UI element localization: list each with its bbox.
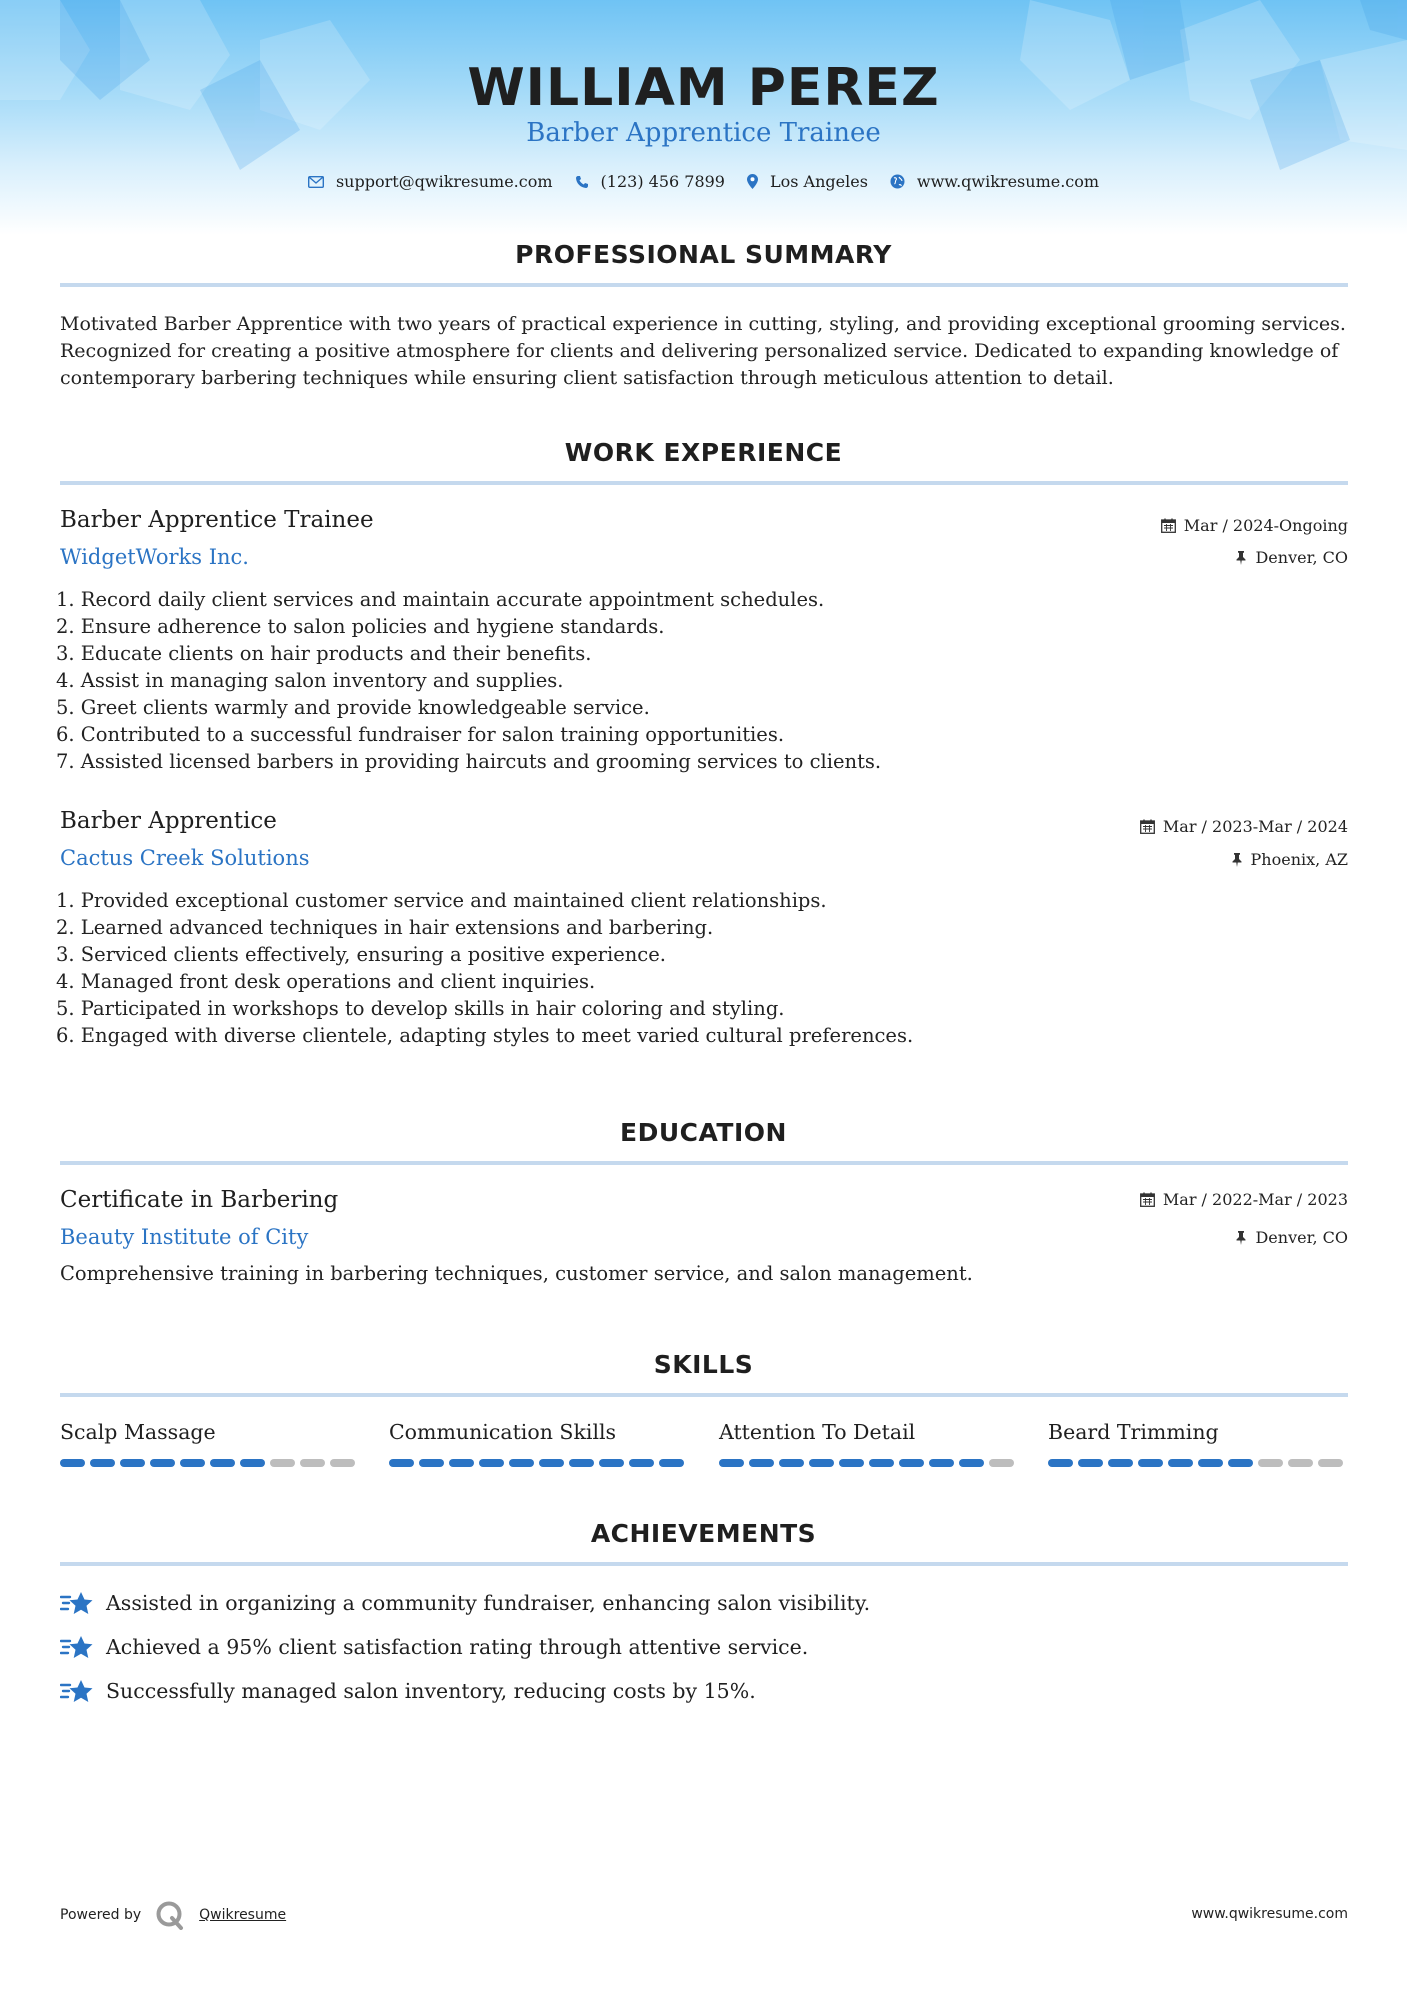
skill-dot-filled	[60, 1459, 85, 1467]
list-item: 2. Learned advanced techniques in hair extensions and barbering.	[56, 916, 714, 939]
skill-rating	[60, 1459, 355, 1467]
list-item: 4. Managed front desk operations and client inquiries.	[56, 970, 596, 993]
skill-dot-filled	[120, 1459, 145, 1467]
achievement-item	[60, 1589, 870, 1617]
calendar-icon	[1161, 518, 1176, 533]
skill-dot-filled	[839, 1459, 864, 1467]
list-item: 1. Record daily client services and maintain accurate appointment schedules.	[56, 588, 825, 611]
qwikresume-logo-icon	[155, 1900, 185, 1930]
degree-title: Certificate in Barbering	[60, 1187, 339, 1213]
skill-dot-filled	[1198, 1459, 1223, 1467]
list-item: 5. Participated in workshops to develop skills in hair coloring and styling.	[56, 997, 785, 1020]
skill-dot-filled	[539, 1459, 564, 1467]
list-item: 7. Assisted licensed barbers in providing haircuts and grooming services to clients.	[56, 750, 882, 773]
job-location-text: Denver, CO	[1255, 548, 1348, 567]
skill-label: Beard Trimming	[1048, 1420, 1219, 1444]
list-item: 5. Greet clients warmly and provide knowledgeable service.	[56, 696, 650, 719]
pushpin-icon	[1231, 853, 1243, 867]
job-dates-text: Mar / 2024-Ongoing	[1183, 516, 1348, 535]
skill-rating	[1048, 1459, 1343, 1467]
skill-dot-filled	[1228, 1459, 1253, 1467]
calendar-icon	[1140, 1192, 1155, 1207]
email-text: support@qwikresume.com	[335, 172, 553, 191]
phone-text: (123) 456 7899	[600, 172, 725, 191]
education-description: Comprehensive training in barbering techniques, customer service, and salon management.	[60, 1262, 973, 1285]
education-heading: EDUCATION	[620, 1118, 787, 1147]
skill-label: Communication Skills	[389, 1420, 617, 1444]
skill-item	[1048, 1420, 1348, 1444]
job-duties	[56, 586, 881, 775]
summary-divider	[60, 283, 1348, 287]
achievement-text: Achieved a 95% client satisfaction rating through attentive service.	[106, 1635, 809, 1659]
job-location	[1231, 850, 1348, 869]
job-company: WidgetWorks Inc.	[60, 545, 249, 569]
footer-website[interactable]: www.qwikresume.com	[1191, 1906, 1348, 1922]
skill-dot-filled	[929, 1459, 954, 1467]
skill-dot-filled	[1078, 1459, 1103, 1467]
powered-by-text: Powered by	[60, 1907, 142, 1923]
skill-dot-filled	[509, 1459, 534, 1467]
skill-dot-filled	[1168, 1459, 1193, 1467]
job-title: Barber Apprentice Trainee	[60, 507, 374, 533]
skill-dot-empty	[989, 1459, 1014, 1467]
skill-dot-empty	[300, 1459, 325, 1467]
contact-email[interactable]	[308, 172, 553, 191]
skill-dot-filled	[449, 1459, 474, 1467]
skills-heading: SKILLS	[653, 1350, 754, 1379]
summary-text: Motivated Barber Apprentice with two years of practical experience in cutting, styling, and providing exceptional grooming services. Recognized for creating a positive atmosphere for clients and delivering personalized service. Dedicated to expanding knowledge of contemporary barbering techniques while ensuring client satisfaction through meticulous attention to detail.	[60, 313, 1346, 389]
skill-dot-filled	[569, 1459, 594, 1467]
envelope-icon	[308, 176, 324, 188]
candidate-role: Barber Apprentice Trainee	[526, 118, 881, 148]
pushpin-icon	[1235, 551, 1247, 565]
skill-dot-filled	[180, 1459, 205, 1467]
candidate-name: WILLIAM PEREZ	[467, 58, 940, 118]
contact-phone[interactable]	[575, 172, 725, 191]
star-icon	[60, 1589, 94, 1617]
summary-heading: PROFESSIONAL SUMMARY	[515, 240, 892, 269]
contact-location	[747, 172, 868, 191]
skill-dot-filled	[809, 1459, 834, 1467]
skill-dot-empty	[330, 1459, 355, 1467]
list-item: 3. Educate clients on hair products and their benefits.	[56, 642, 592, 665]
achievement-item	[60, 1633, 808, 1661]
skill-rating	[389, 1459, 684, 1467]
skill-dot-filled	[1048, 1459, 1073, 1467]
achievements-heading: ACHIEVEMENTS	[590, 1519, 817, 1548]
education-dates-text: Mar / 2022-Mar / 2023	[1162, 1190, 1348, 1209]
skill-item	[60, 1420, 360, 1444]
pushpin-icon	[1235, 1231, 1247, 1245]
contact-website[interactable]	[890, 172, 1099, 191]
job-duties	[56, 887, 913, 1049]
star-icon	[60, 1633, 94, 1661]
skill-dot-empty	[1258, 1459, 1283, 1467]
job-dates	[1161, 516, 1348, 535]
skill-dot-filled	[659, 1459, 684, 1467]
achievements-divider	[60, 1562, 1348, 1566]
experience-divider	[60, 481, 1348, 485]
education-location-text: Denver, CO	[1255, 1228, 1348, 1247]
skill-dot-filled	[899, 1459, 924, 1467]
list-item: 6. Contributed to a successful fundraiser for salon training opportunities.	[56, 723, 785, 746]
list-item: 2. Ensure adherence to salon policies and hygiene standards.	[56, 615, 665, 638]
calendar-icon	[1140, 819, 1155, 834]
skill-dot-filled	[1108, 1459, 1133, 1467]
skills-divider	[60, 1393, 1348, 1397]
skill-dot-filled	[779, 1459, 804, 1467]
school-name: Beauty Institute of City	[60, 1225, 309, 1249]
skill-dot-empty	[270, 1459, 295, 1467]
education-dates	[1140, 1190, 1348, 1209]
job-location	[1235, 548, 1348, 567]
globe-icon	[890, 174, 905, 189]
list-item: 3. Serviced clients effectively, ensuring a positive experience.	[56, 943, 666, 966]
skill-dot-filled	[959, 1459, 984, 1467]
job-location-text: Phoenix, AZ	[1250, 850, 1348, 869]
skill-dot-filled	[90, 1459, 115, 1467]
job-dates	[1140, 817, 1348, 836]
skill-dot-filled	[749, 1459, 774, 1467]
skill-label: Scalp Massage	[60, 1420, 216, 1444]
list-item: 1. Provided exceptional customer service and maintained client relationships.	[56, 889, 827, 912]
skill-dot-filled	[1138, 1459, 1163, 1467]
map-pin-icon	[747, 174, 758, 189]
list-item: 6. Engaged with diverse clientele, adapting styles to meet varied cultural preferences.	[56, 1024, 914, 1047]
skill-dot-filled	[719, 1459, 744, 1467]
phone-icon	[575, 175, 589, 189]
footer-powered-by	[60, 1900, 286, 1930]
achievement-text: Assisted in organizing a community fundraiser, enhancing salon visibility.	[106, 1591, 871, 1615]
skill-dot-filled	[869, 1459, 894, 1467]
qwikresume-link[interactable]: Qwikresume	[199, 1907, 287, 1923]
achievement-text: Successfully managed salon inventory, reducing costs by 15%.	[106, 1679, 756, 1703]
job-title: Barber Apprentice	[60, 808, 277, 834]
skill-dot-filled	[629, 1459, 654, 1467]
skill-dot-empty	[1318, 1459, 1343, 1467]
contact-bar	[0, 172, 1407, 191]
skill-item	[719, 1420, 1019, 1444]
list-item: 4. Assist in managing salon inventory and supplies.	[56, 669, 564, 692]
job-dates-text: Mar / 2023-Mar / 2024	[1162, 817, 1348, 836]
skill-dot-filled	[479, 1459, 504, 1467]
skill-dot-empty	[1288, 1459, 1313, 1467]
experience-heading: WORK EXPERIENCE	[564, 438, 843, 467]
education-divider	[60, 1161, 1348, 1165]
skill-item	[389, 1420, 689, 1444]
skill-dot-filled	[210, 1459, 235, 1467]
skill-dot-filled	[419, 1459, 444, 1467]
website-text: www.qwikresume.com	[916, 172, 1100, 191]
location-text: Los Angeles	[769, 172, 868, 191]
achievement-item	[60, 1677, 756, 1705]
skill-rating	[719, 1459, 1014, 1467]
education-location	[1235, 1228, 1348, 1247]
skill-dot-filled	[389, 1459, 414, 1467]
skill-dot-filled	[599, 1459, 624, 1467]
job-company: Cactus Creek Solutions	[60, 846, 310, 870]
skill-label: Attention To Detail	[719, 1420, 916, 1444]
skill-dot-filled	[150, 1459, 175, 1467]
skill-dot-filled	[240, 1459, 265, 1467]
star-icon	[60, 1677, 94, 1705]
